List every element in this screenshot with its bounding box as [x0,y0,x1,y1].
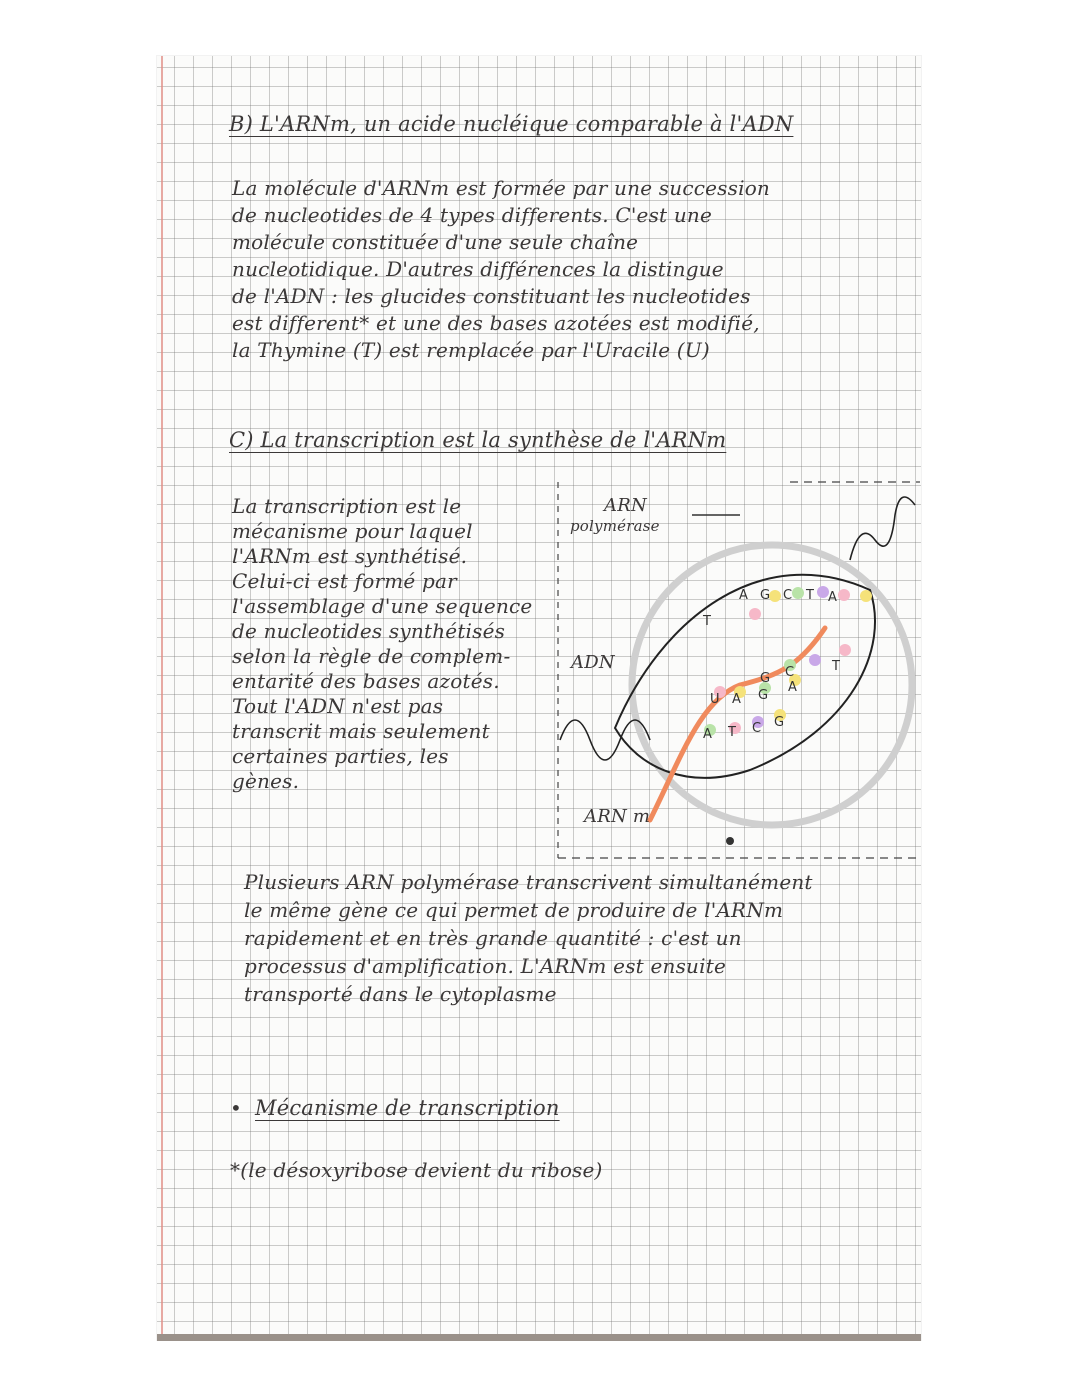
amplification-line: le même gène ce qui permet de produire de l'ARNm [244,898,784,922]
section-b-line: nucleotidique. D'autres différences la distingue [232,257,724,281]
base-dot [838,589,850,601]
base-letter: T [806,588,814,603]
transcription-line: Celui-ci est formé par [232,569,457,593]
amplification-line: rapidement et en très grande quantité : c'est un [244,926,742,950]
base-letter: A [703,727,712,742]
base-letter: T [832,659,840,674]
transcription-line: mécanisme pour laquel [232,519,473,543]
section-b-line: La molécule d'ARNm est formée par une succession [232,176,771,200]
base-letter: A [739,588,748,603]
section-b-line: molécule constituée d'une seule chaîne [232,230,639,254]
footnote: *(le désoxyribose devient du ribose) [230,1158,603,1182]
base-dot [792,587,804,599]
base-letter: T [728,725,736,740]
bullet-title: Mécanisme de transcription [255,1096,560,1120]
transcription-line: l'ARNm est synthétisé. [232,544,468,568]
transcription-line: entarité des bases azotés. [232,669,500,693]
base-letter: G [774,715,785,730]
transcription-line: Tout l'ADN n'est pas [232,694,444,718]
transcription-line: de nucleotides synthétisés [232,619,506,643]
transcription-line: certaines parties, les [232,744,449,768]
base-dot [769,590,781,602]
base-letter: G [760,588,771,603]
diagram-dot [726,837,734,845]
amplification-line: processus d'amplification. L'ARNm est ensuite [244,954,726,978]
section-c-heading: C) La transcription est la synthèse de l'ARNm [229,428,727,452]
base-letter: A [828,590,837,605]
amplification-line: Plusieurs ARN polymérase transcrivent simultanément [244,870,813,894]
section-b-heading: B) L'ARNm, un acide nucléique comparable à l'ADN [229,112,794,136]
base-dot [839,644,851,656]
dna-coil-right [850,497,915,560]
page-bottom-edge [157,1334,921,1341]
base-letter: C [783,588,793,603]
base-letter: A [788,680,797,695]
base-letter: G [758,688,769,703]
transcription-line: l'assemblage d'une sequence [232,594,533,618]
base-letter: A [732,692,741,707]
label-adn: ADN [571,652,615,673]
transcription-line: La transcription est le [232,494,462,518]
amplification-line: transporté dans le cytoplasme [244,982,557,1006]
base-dot [749,608,761,620]
section-b-line: la Thymine (T) est remplacée par l'Uracile (U) [232,338,710,362]
section-b-line: de nucleotides de 4 types differents. C'est une [232,203,713,227]
base-dot [860,590,872,602]
label-arnm: ARN m [584,806,651,827]
base-letter: C [785,665,795,680]
transcription-line: transcrit mais seulement [232,719,490,743]
polymerase-bubble [632,545,912,825]
base-letter: G [760,671,771,686]
label-arn: ARN [604,495,647,516]
margin-line [161,56,163,1340]
base-dot [809,654,821,666]
base-letter: C [752,721,762,736]
section-b-line: est different* et une des bases azotées est modifié, [232,311,760,335]
section-b-line: de l'ADN : les glucides constituant les nucleotides [232,284,751,308]
label-polymerase: polymérase [570,517,660,535]
base-letter: U [710,692,720,707]
transcription-line: selon la règle de complem- [232,644,511,668]
bullet-icon: • [230,1096,242,1120]
transcription-line: gènes. [232,769,300,793]
base-letter: T [703,614,711,629]
